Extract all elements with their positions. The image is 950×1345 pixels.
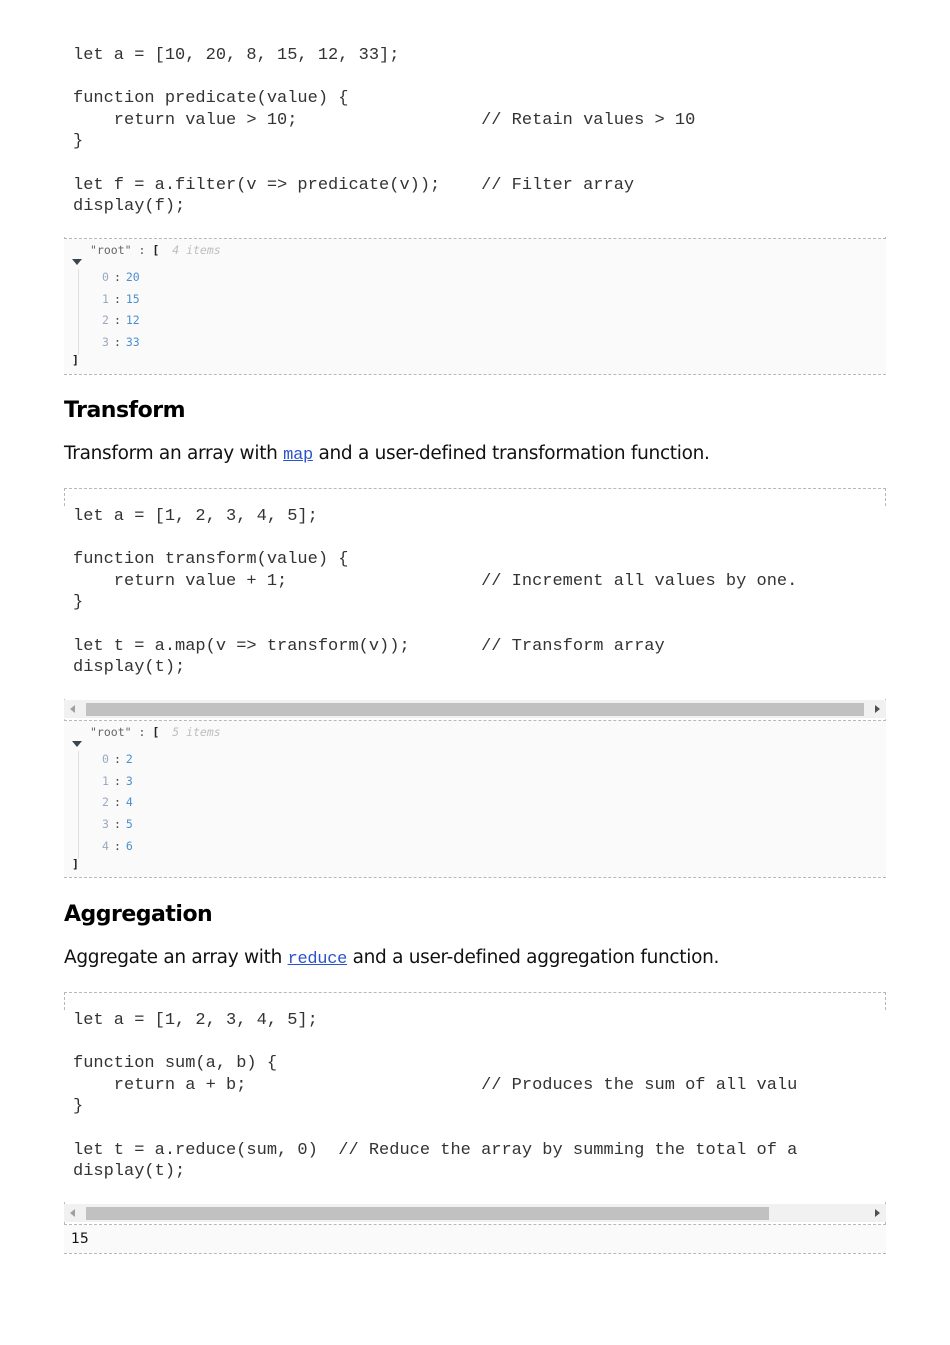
filter-code-editor[interactable] <box>64 45 886 237</box>
transform-output <box>64 721 886 877</box>
json-array-item <box>102 817 133 831</box>
json-array-item <box>102 795 133 809</box>
json-value: 33 <box>125 335 140 350</box>
json-array-item <box>102 270 140 284</box>
json-array-item <box>102 313 140 327</box>
aggregation-description <box>64 947 719 969</box>
scroll-left-icon[interactable] <box>70 705 75 713</box>
desc-text: Transform an array with <box>64 443 284 464</box>
json-index: 4 <box>102 838 109 853</box>
json-colon: : <box>113 752 121 766</box>
json-value: 15 <box>125 291 140 306</box>
json-value: 20 <box>125 270 140 284</box>
filter-output <box>64 239 886 374</box>
json-item-count: 5 items <box>172 725 221 739</box>
json-indent-guide <box>78 751 79 859</box>
scroll-right-icon[interactable] <box>875 1209 880 1217</box>
json-item-count: 4 items <box>172 243 221 257</box>
transform-heading: Transform <box>64 398 186 423</box>
aggregation-code-editor[interactable] <box>64 1010 886 1202</box>
json-index: 2 <box>102 795 109 810</box>
aggregation-heading: Aggregation <box>64 902 213 927</box>
scrollbar-thumb[interactable] <box>86 1207 769 1220</box>
json-colon: : <box>113 291 121 306</box>
json-close-bracket: ] <box>72 353 79 367</box>
json-value: 2 <box>125 752 133 766</box>
json-index: 3 <box>102 335 109 350</box>
desc-text: Aggregate an array with <box>64 947 288 968</box>
json-array-item <box>102 292 140 306</box>
transform-code: let a = [1, 2, 3, 4, 5]; function transform(value) { return value + 1; // Increment all values by one. } let t = a.map(v => transform(v)); // Transform array display(t); <box>73 507 798 678</box>
json-colon: : <box>113 838 121 853</box>
collapse-triangle-icon[interactable] <box>72 741 82 747</box>
json-array-item <box>102 335 140 349</box>
json-root-line <box>90 243 221 257</box>
json-root-line <box>90 725 221 739</box>
json-index: 2 <box>102 313 109 328</box>
json-index: 0 <box>102 752 109 766</box>
json-array-item <box>102 774 133 788</box>
json-close-bracket: ] <box>72 857 79 871</box>
aggregation-horizontal-scrollbar[interactable] <box>64 1204 886 1222</box>
json-open-bracket: [ <box>152 725 160 739</box>
json-value: 6 <box>125 838 133 853</box>
scroll-left-icon[interactable] <box>70 1209 75 1217</box>
scroll-right-icon[interactable] <box>875 705 880 713</box>
json-root-key: "root" <box>90 243 132 257</box>
json-value: 12 <box>125 313 140 328</box>
json-colon: : <box>138 243 146 257</box>
desc-text: and a user-defined transformation function. <box>312 443 710 464</box>
json-array-item <box>102 752 133 766</box>
json-index: 1 <box>102 773 109 788</box>
json-value: 5 <box>125 817 133 832</box>
json-index: 3 <box>102 817 109 832</box>
aggregation-output <box>64 1225 886 1253</box>
map-link[interactable]: map <box>283 446 313 465</box>
aggregation-result: 15 <box>71 1231 89 1247</box>
desc-text: and a user-defined aggregation function. <box>347 947 720 968</box>
json-colon: : <box>113 795 121 810</box>
json-colon: : <box>113 773 121 788</box>
scrollbar-thumb[interactable] <box>86 703 864 716</box>
json-root-key: "root" <box>90 725 132 739</box>
json-open-bracket: [ <box>152 243 160 257</box>
json-indent-guide <box>78 269 79 355</box>
json-index: 0 <box>102 270 109 284</box>
json-colon: : <box>113 313 121 328</box>
reduce-link[interactable]: reduce <box>287 950 348 969</box>
json-colon: : <box>138 725 146 739</box>
json-value: 4 <box>125 795 133 810</box>
collapse-triangle-icon[interactable] <box>72 259 82 265</box>
json-value: 3 <box>125 773 133 788</box>
transform-description <box>64 443 710 465</box>
aggregation-code: let a = [1, 2, 3, 4, 5]; function sum(a, b) { return a + b; // Produces the sum of all valu } let t = a.reduce(sum, 0) // Reduce the array by summing the total of a display(t); <box>73 1011 798 1182</box>
json-colon: : <box>113 335 121 350</box>
json-colon: : <box>113 270 121 284</box>
json-colon: : <box>113 817 121 832</box>
transform-horizontal-scrollbar[interactable] <box>64 700 886 718</box>
json-index: 1 <box>102 291 109 306</box>
filter-code: let a = [10, 20, 8, 15, 12, 33]; function predicate(value) { return value > 10; // Retain values > 10 } let f = a.filter(v => predicate(v)); // Filter array display(f); <box>73 46 696 217</box>
transform-code-editor[interactable] <box>64 506 886 698</box>
json-array-item <box>102 839 133 853</box>
